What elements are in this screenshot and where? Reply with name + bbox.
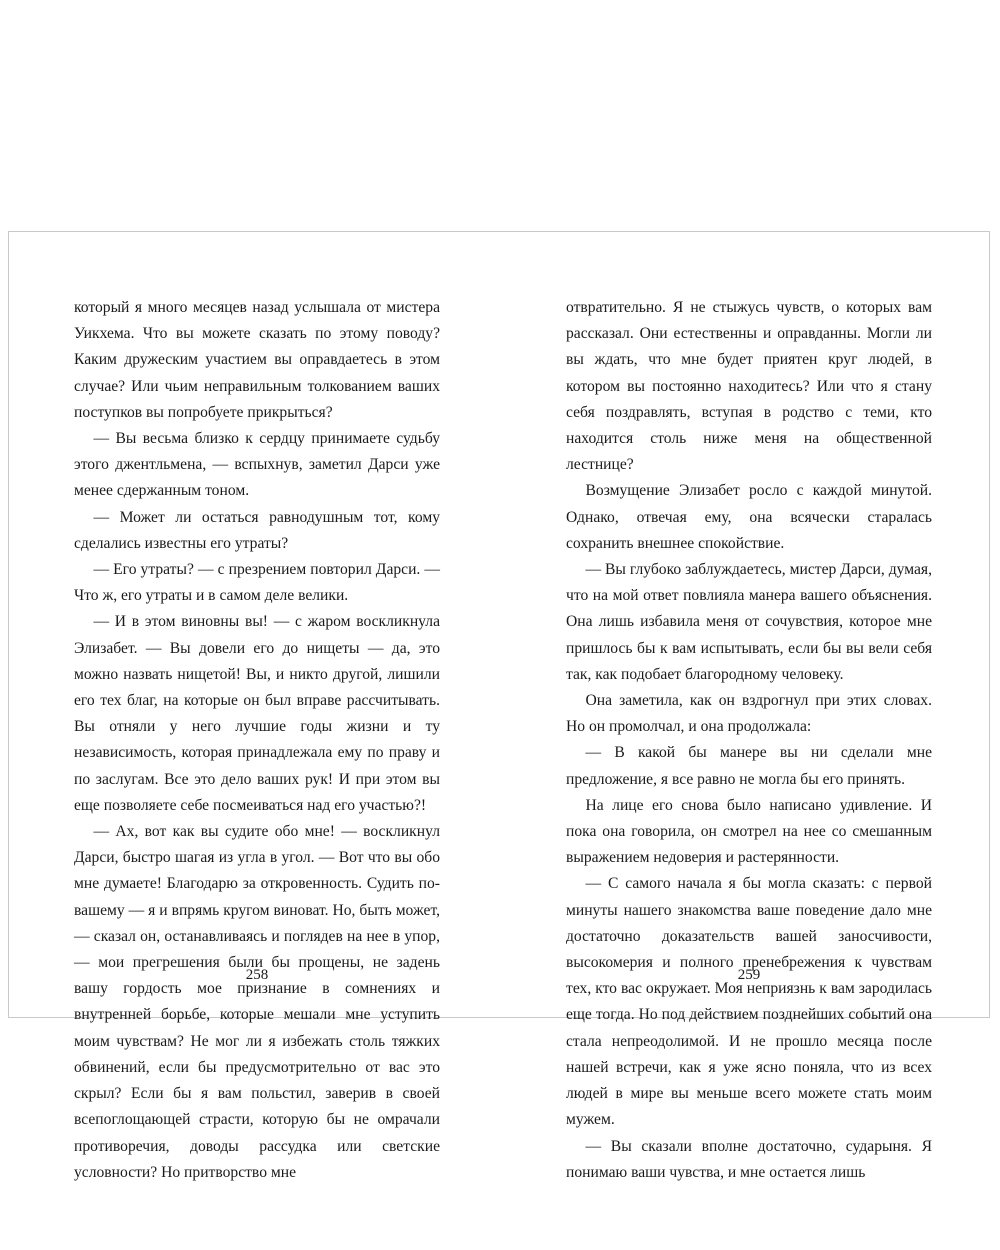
- paragraph: На лице его снова было написано удивление. И пока она говорила, он смотрел на нее со смешанным выражением недоверия и растерянности.: [566, 796, 932, 867]
- paragraph: Возмущение Элизабет росло с каждой минутой. Однако, отвечая ему, она всячески старалась сохранить внешнее спокойствие.: [566, 482, 932, 552]
- paragraph: Она заметила, как он вздрогнул при этих словах. Но он промолчал, и она продолжала:: [566, 692, 932, 736]
- page-number-left: 258: [245, 967, 269, 983]
- paragraph: — Ах, вот как вы судите обо мне! — воскликнул Дарси, быстро шагая из угла в угол. — Вот что вы обо мне думаете! Благодарю за откровенность. Судить по-вашему — я и впрямь кругом виноват. Но, быть может, — сказал он, останавливаясь и поглядев на нее в упор, — мои прегрешения были бы прощены, не задень вашу гордость мое признание в сомнениях и внутренней борьбе, которые мешали мне уступить моим чувствам? Не мог ли я избежать столь тяжких обвинений, если бы предусмотрительно от вас это скрыл? Если бы я вам польстил, заверив в своей всепоглощающей страсти, которую бы не омрачали противоречия, доводы рассудка или светские условности? Но притворство мне: [74, 823, 440, 1181]
- paragraph: — С самого начала я бы могла сказать: с первой минуты нашего знакомства ваше поведение дало мне достаточно доказательств вашей заносчивости, высокомерия и полного пренебрежения к чувствам тех, кто вас окружает. Моя неприязнь к вам зародилась еще тогда. Но под действием позднейших событий она стала непреодолимой. И не прошло месяца после нашей встречи, как я уже ясно поняла, что из всех людей в мире вы меньше всего можете стать моим мужем.: [566, 875, 932, 1129]
- paragraph: — И в этом виновны вы! — с жаром воскликнула Элизабет. — Вы довели его до нищеты — да, это можно назвать нищетой! Вы, и никто другой, лишили его тех благ, на которые он был вправе рассчитывать. Вы отняли у него лучшие годы жизни и ту независимость, которая принадлежала ему по праву и по заслугам. Все это дело ваших рук! И при этом вы еще позволяете себе посмеиваться над его участью?!: [74, 613, 440, 814]
- paragraph: — Вы весьма близко к сердцу принимаете судьбу этого джентльмена, — вспыхнув, заметил Дарси уже менее сдержанным тоном.: [74, 430, 440, 500]
- paragraph: отвратительно. Я не стыжусь чувств, о которых вам рассказал. Они естественны и оправданны. Могли ли вы ждать, что мне будет приятен круг людей, в котором вы постоянно находитесь? Или что я стану себя поздравлять, вступая в родство с теми, кто находится столь ниже меня на общественной лестнице?: [566, 299, 932, 474]
- book-spread: [8, 231, 990, 1181]
- right-page-text: [566, 295, 932, 1186]
- paragraph: — Вы сказали вполне достаточно, сударыня. Я понимаю ваши чувства, и мне остается лишь: [566, 1137, 932, 1181]
- paragraph: — Вы глубоко заблуждаетесь, мистер Дарси, думая, что на мой ответ повлияла манера вашего объяснения. Она лишь избавила меня от сочувствия, которое мне пришлось бы к вам испытывать, если бы вы вели себя так, как подобает благородному человеку.: [566, 561, 932, 683]
- paragraph: — Его утраты? — с презрением повторил Дарси. — Что ж, его утраты и в самом деле велики.: [74, 561, 440, 605]
- paragraph: который я много месяцев назад услышала от мистера Уикхема. Что вы можете сказать по этому поводу? Каким дружеским участием вы оправдаетесь в этом случае? Или чьим неправильным толкованием ваших поступков вы попробуете прикрыться?: [74, 299, 440, 421]
- paragraph: — Может ли остаться равнодушным тот, кому сделались известны его утраты?: [74, 508, 440, 552]
- page-number-right: 259: [737, 967, 761, 983]
- paragraph: — В какой бы манере вы ни сделали мне предложение, я все равно не могла бы его принять.: [566, 744, 932, 788]
- left-page-text: [74, 295, 440, 1186]
